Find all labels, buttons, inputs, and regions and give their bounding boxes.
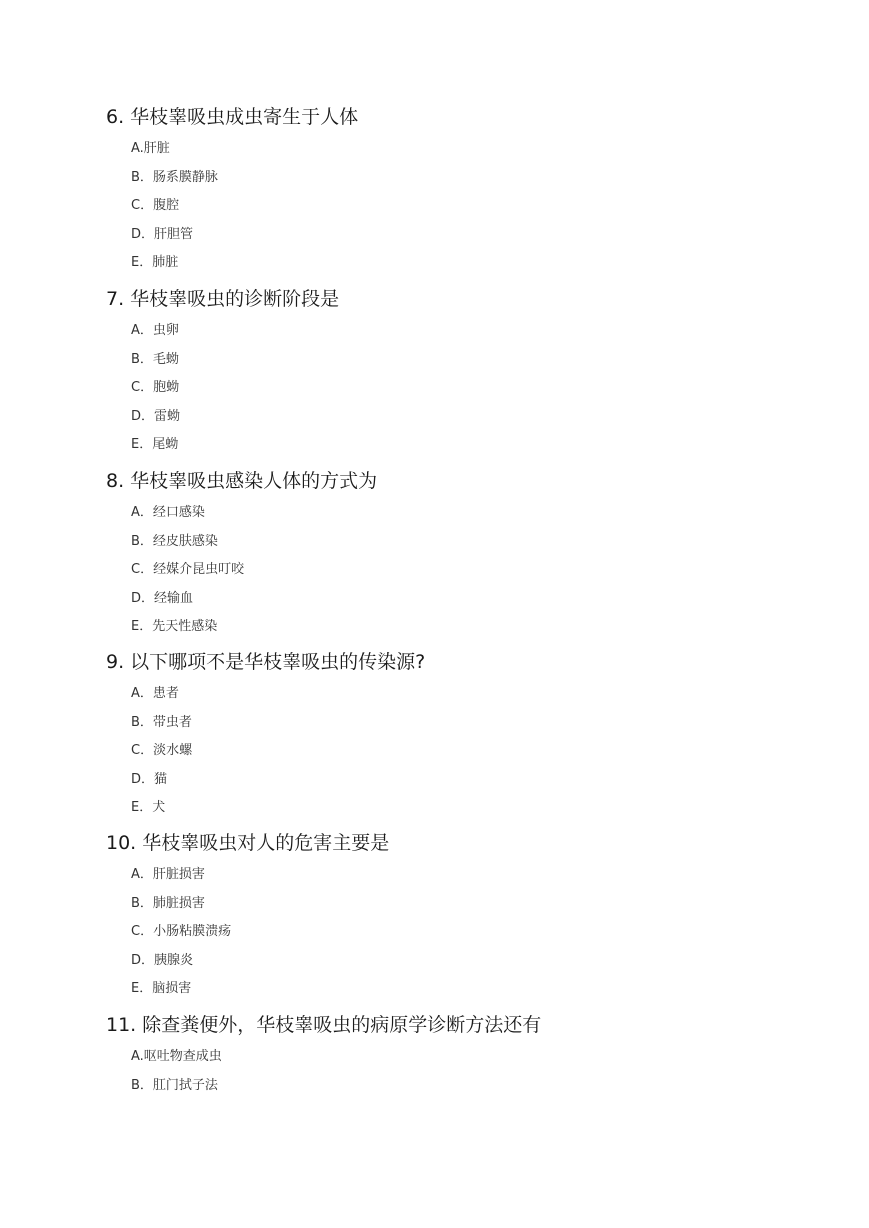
option-d: D．肝胆管 — [131, 226, 194, 242]
option-b: B．肺脏损害 — [131, 895, 205, 911]
option-a: A．虫卵 — [131, 323, 179, 338]
option-d: D．猫 — [131, 771, 168, 787]
option-a: A．肝脏损害 — [131, 867, 205, 882]
question-8 — [106, 469, 826, 642]
option-b: B．经皮肤感染 — [131, 533, 218, 549]
option-b: B．肠系膜静脉 — [131, 169, 218, 185]
question-title: 9. 以下哪项不是华枝睾吸虫的传染源? — [106, 651, 426, 673]
option-e: E．尾蚴 — [131, 437, 179, 452]
option-d: D．经输血 — [131, 590, 194, 606]
option-list — [106, 861, 826, 1004]
option-a: A.呕吐物查成虫 — [131, 1049, 222, 1064]
option-d: D．雷蚴 — [131, 408, 181, 424]
option-c: C．小肠粘膜溃疡 — [131, 924, 232, 939]
question-title: 7. 华枝睾吸虫的诊断阶段是 — [106, 288, 340, 310]
option-b: B．带虫者 — [131, 714, 192, 730]
option-c: C．胞蚴 — [131, 380, 180, 395]
question-title: 6. 华枝睾吸虫成虫寄生于人体 — [106, 106, 359, 128]
option-a: A．经口感染 — [131, 505, 205, 520]
option-a: A．患者 — [131, 686, 179, 701]
option-e: E．肺脏 — [131, 255, 179, 270]
option-c: C．淡水螺 — [131, 743, 193, 758]
question-10 — [106, 831, 826, 1004]
option-c: C．经媒介昆虫叮咬 — [131, 562, 245, 577]
question-title: 11. 除查粪便外，华枝睾吸虫的病原学诊断方法还有 — [106, 1014, 542, 1036]
option-e: E．犬 — [131, 800, 166, 815]
option-list — [106, 317, 826, 460]
option-e: E．脑损害 — [131, 981, 192, 996]
question-title: 8. 华枝睾吸虫感染人体的方式为 — [106, 470, 378, 492]
question-9 — [106, 650, 826, 823]
question-11 — [106, 1013, 826, 1100]
option-b: B．毛蚴 — [131, 351, 179, 367]
option-list — [106, 680, 826, 823]
option-list — [106, 1043, 826, 1100]
option-e: E．先天性感染 — [131, 619, 218, 634]
option-b: B．肛门拭子法 — [131, 1077, 218, 1093]
option-d: D．胰腺炎 — [131, 952, 194, 968]
question-7 — [106, 287, 826, 460]
question-6 — [106, 105, 826, 278]
option-a: A.肝脏 — [131, 141, 170, 156]
option-list — [106, 135, 826, 278]
option-list — [106, 499, 826, 642]
option-c: C．腹腔 — [131, 198, 180, 213]
question-title: 10. 华枝睾吸虫对人的危害主要是 — [106, 832, 390, 854]
